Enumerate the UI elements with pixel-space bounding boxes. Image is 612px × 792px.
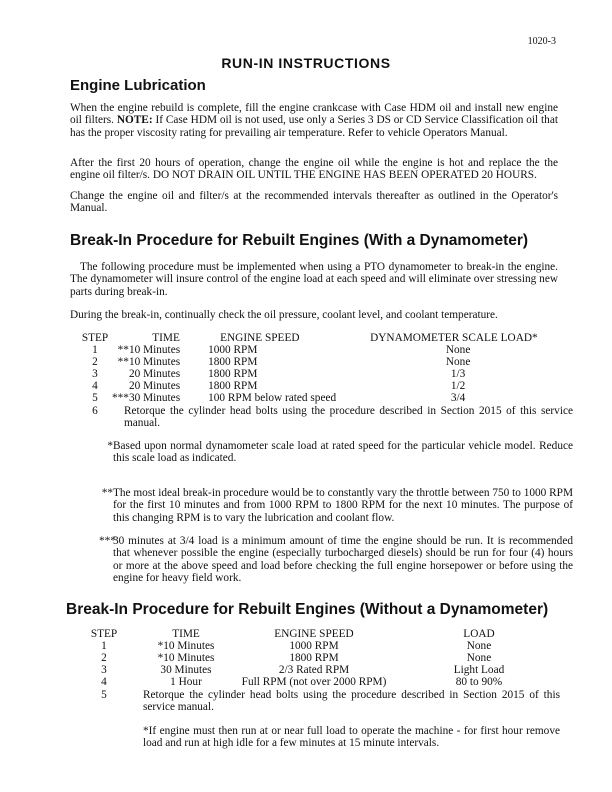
load: Light Load bbox=[453, 664, 505, 677]
engine-speed: 1800 RPM bbox=[208, 356, 258, 369]
engine-speed: 1000 RPM bbox=[289, 640, 339, 653]
lubrication-paragraph-3: Change the engine oil and filter/s at the recommended intervals thereafter as outlined in the Operator's Manual. bbox=[70, 190, 558, 215]
without-dyno-heading: Break-In Procedure for Rebuilt Engines (Without a Dynamometer) bbox=[66, 601, 549, 618]
footnote-text: The most ideal break-in procedure would be to constantly vary the throttle between 750 to 1000 RPM for the first 10 minutes and from 1000 RPM to 1800 RPM for the next 10 minutes. The purpose of this changing RPM is to vary the lubrication and coolant flow. bbox=[113, 487, 573, 524]
step: 3 bbox=[101, 664, 107, 677]
time: *10 Minutes bbox=[157, 652, 215, 665]
header-time: TIME bbox=[172, 628, 200, 640]
table-row bbox=[78, 344, 566, 356]
load: None bbox=[445, 356, 471, 369]
engine-speed: 1800 RPM bbox=[208, 368, 258, 381]
time: 20 Minutes bbox=[128, 380, 181, 393]
step-5-number: 5 bbox=[101, 689, 107, 701]
step-6-text: Retorque the cylinder head bolts using the procedure described in Section 2015 of this service manual. bbox=[124, 405, 573, 430]
footnote-2 bbox=[101, 487, 573, 524]
footnote-text: Based upon normal dynamometer scale load at rated speed for the particular vehicle model. Reduce this scale load as indicated. bbox=[113, 440, 573, 465]
without-dyno-footnote: *If engine must then run at or near full load to operate the machine - for first hour remove load and run at high idle for a few minutes at 15 minute intervals. bbox=[143, 725, 560, 750]
load: 3/4 bbox=[450, 392, 466, 405]
step-6-number: 6 bbox=[92, 405, 98, 417]
load: 1/2 bbox=[450, 380, 466, 393]
table-row bbox=[78, 356, 566, 368]
header-step: STEP bbox=[90, 628, 118, 640]
step: 2 bbox=[101, 652, 107, 665]
engine-speed: 1800 RPM bbox=[208, 380, 258, 393]
table-header bbox=[84, 628, 554, 640]
engine-speed: 1800 RPM bbox=[289, 652, 339, 665]
footnote-mark: * bbox=[107, 440, 113, 452]
table-row bbox=[78, 392, 566, 404]
footnote-mark: *** bbox=[99, 535, 116, 547]
header-engine-speed: ENGINE SPEED bbox=[220, 332, 300, 344]
table-row bbox=[84, 640, 554, 652]
load: None bbox=[445, 344, 471, 357]
lubrication-paragraph-1 bbox=[70, 102, 558, 139]
footnote-1 bbox=[107, 440, 573, 465]
step: 2 bbox=[92, 356, 98, 369]
p1-text-a: When the engine rebuild is complete, fill the engine crankcase with Case HDM oil and install new engine oil filters. bbox=[70, 102, 558, 127]
step: 5 bbox=[92, 392, 98, 405]
header-load: LOAD bbox=[463, 628, 495, 640]
time: ***30 Minutes bbox=[112, 392, 181, 405]
table-header bbox=[78, 332, 566, 344]
with-dyno-table bbox=[78, 332, 566, 405]
with-dyno-heading: Break-In Procedure for Rebuilt Engines (With a Dynamometer) bbox=[70, 232, 529, 249]
footnote-text: 30 minutes at 3/4 load is a minimum amount of time the engine should be run. It is recommended that whenever possible the engine (especially turbocharged diesels) should be run for four (4) hours or more at the above speed and load before checking the full engine horsepower or before using the engine for heavy field work. bbox=[113, 535, 573, 584]
footnote-3 bbox=[99, 535, 573, 584]
step: 4 bbox=[92, 380, 98, 393]
header-load: DYNAMOMETER SCALE LOAD* bbox=[370, 332, 538, 344]
with-dyno-intro: The following procedure must be implemented when using a PTO dynamometer to break-in the engine. The dynamometer will insure control of the engine load at each speed and will eliminate over stressing new parts during break-in. bbox=[70, 261, 558, 298]
table-row bbox=[78, 368, 566, 380]
table-row bbox=[78, 380, 566, 392]
table-row bbox=[84, 676, 554, 688]
time: **10 Minutes bbox=[117, 356, 181, 369]
header-step: STEP bbox=[81, 332, 109, 344]
page-title: RUN-IN INSTRUCTIONS bbox=[221, 55, 391, 71]
lubrication-paragraph-2: After the first 20 hours of operation, change the engine oil while the engine is hot and replace the the engine oil filter/s. DO NOT DRAIN OIL UNTIL THE ENGINE HAS BEEN OPERATED 20 HOURS. bbox=[70, 157, 558, 182]
step: 4 bbox=[101, 676, 107, 689]
step: 1 bbox=[92, 344, 98, 357]
step-5-text: Retorque the cylinder head bolts using the procedure described in Section 2015 of this service manual. bbox=[143, 689, 560, 714]
header-time: TIME bbox=[152, 332, 180, 344]
load: None bbox=[466, 652, 492, 665]
engine-speed: 2/3 Rated RPM bbox=[278, 664, 350, 677]
step: 1 bbox=[101, 640, 107, 653]
footnote-mark: ** bbox=[101, 487, 113, 499]
note-label: NOTE: bbox=[116, 114, 153, 127]
page-number: 1020-3 bbox=[527, 36, 556, 47]
time: **10 Minutes bbox=[117, 344, 181, 357]
engine-lubrication-heading: Engine Lubrication bbox=[70, 77, 206, 94]
engine-speed: 100 RPM below rated speed bbox=[208, 392, 337, 405]
load: 1/3 bbox=[450, 368, 466, 381]
time: 30 Minutes bbox=[160, 664, 212, 677]
engine-speed: Full RPM (not over 2000 RPM) bbox=[241, 676, 387, 689]
load: 80 to 90% bbox=[455, 676, 503, 689]
time: 20 Minutes bbox=[128, 368, 181, 381]
step: 3 bbox=[92, 368, 98, 381]
p1-text-b: If Case HDM oil is not used, use only a Series 3 DS or CD Service Classification oil that has the proper viscosity rating for prevailing air temperature. Refer to vehicle Operators Manual. bbox=[70, 114, 558, 139]
time: 1 Hour bbox=[170, 676, 202, 689]
time: *10 Minutes bbox=[157, 640, 215, 653]
table-row bbox=[84, 652, 554, 664]
with-dyno-check: During the break-in, continually check the oil pressure, coolant level, and coolant temperature. bbox=[70, 309, 498, 321]
load: None bbox=[466, 640, 492, 653]
header-engine-speed: ENGINE SPEED bbox=[274, 628, 354, 640]
table-row bbox=[84, 664, 554, 676]
engine-speed: 1000 RPM bbox=[208, 344, 258, 357]
without-dyno-table bbox=[84, 628, 554, 688]
